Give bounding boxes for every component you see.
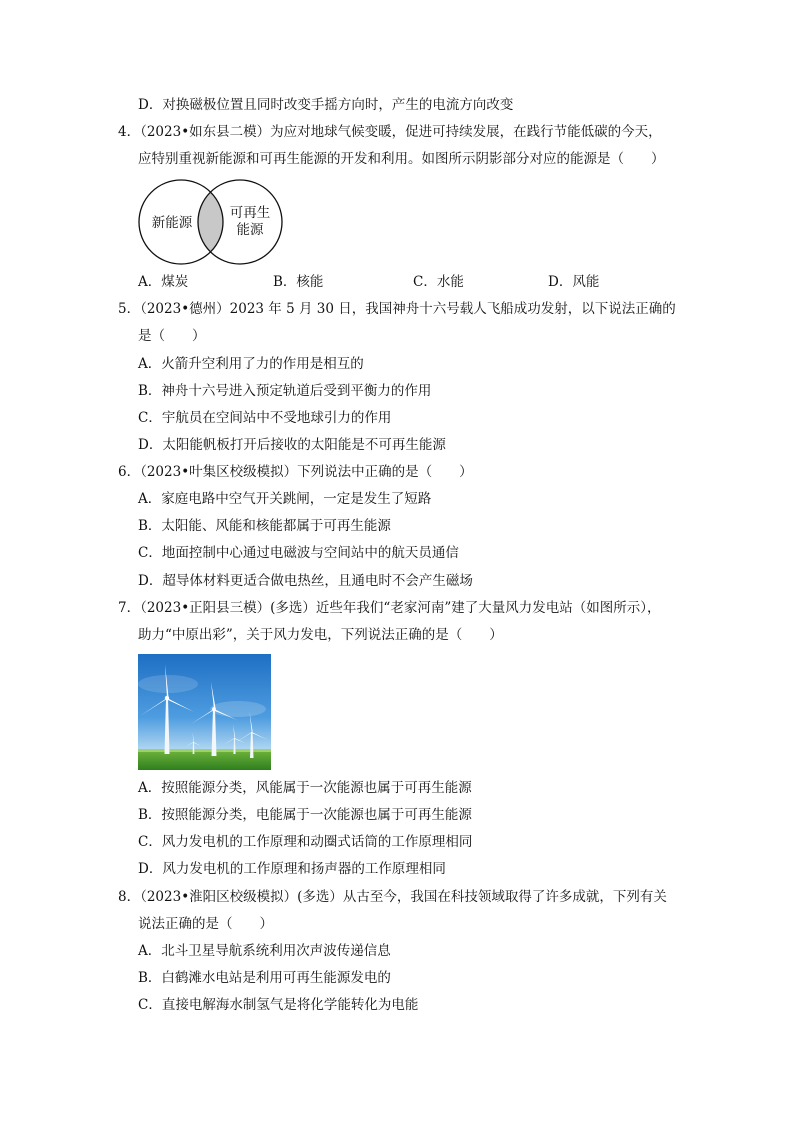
q6-option-b[interactable]: B．太阳能、风能和核能都属于可再生能源 <box>138 518 391 534</box>
q5-stem-line2: 是（ ） <box>138 328 206 344</box>
q8-option-b[interactable]: B．白鹤滩水电站是利用可再生能源发电的 <box>138 970 391 986</box>
wind-turbines-image <box>138 654 271 770</box>
q6-option-d[interactable]: D．超导体材料更适合做电热丝，且通电时不会产生磁场 <box>138 573 473 589</box>
venn-label-renewable-2: 能源 <box>236 222 264 237</box>
q4-stem-line2: 应特别重视新能源和可再生能源的开发和利用。如图所示阴影部分对应的能源是（ ） <box>138 151 665 167</box>
q7-option-c[interactable]: C．风力发电机的工作原理和动圈式话筒的工作原理相同 <box>138 834 473 850</box>
q4-stem-line1: 4．（2023•如东县二模）为应对地球气候变暖，促进可持续发展，在践行节能低碳的今天， <box>118 124 662 140</box>
q8-option-c[interactable]: C．直接电解海水制氢气是将化学能转化为电能 <box>138 997 419 1013</box>
q7-stem-line2: 助力“中原出彩”，关于风力发电，下列说法正确的是（ ） <box>138 627 503 643</box>
q4-options <box>138 272 658 292</box>
q4-option-a[interactable]: A．煤炭 <box>138 274 189 290</box>
q6-stem-line1: 6．（2023•叶集区校级模拟）下列说法中正确的是（ ） <box>118 464 473 480</box>
q4-option-c[interactable]: C．水能 <box>413 274 464 290</box>
q5-option-c[interactable]: C．宇航员在空间站中不受地球引力的作用 <box>138 410 392 426</box>
q8-stem-line1: 8．（2023•淮阳区校级模拟）(多选）从古至今，我国在科技领域取得了许多成就，下列有关 <box>118 889 667 905</box>
q5-stem-line1: 5．（2023•德州）2023 年 5 月 30 日，我国神舟十六号载人飞船成功发射，以下说法正确的 <box>118 301 676 317</box>
q5-option-a[interactable]: A．火箭升空利用了力的作用是相互的 <box>138 356 364 372</box>
q4-option-d[interactable]: D．风能 <box>548 274 600 290</box>
venn-diagram <box>138 177 284 267</box>
q8-option-a[interactable]: A．北斗卫星导航系统利用次声波传递信息 <box>138 943 391 959</box>
venn-label-new-energy: 新能源 <box>151 215 193 230</box>
q5-option-d[interactable]: D．太阳能帆板打开后接收的太阳能是不可再生能源 <box>138 437 446 453</box>
q7-stem-line1: 7．（2023•正阳县三模）(多选）近些年我们“老家河南”建了大量风力发电站（如图所示）， <box>118 600 661 616</box>
q7-option-a[interactable]: A．按照能源分类，风能属于一次能源也属于可再生能源 <box>138 780 472 796</box>
q3-option-d: D．对换磁极位置且同时改变手摇方向时，产生的电流方向改变 <box>138 97 514 113</box>
q7-option-b[interactable]: B．按照能源分类，电能属于一次能源也属于可再生能源 <box>138 807 472 823</box>
q5-option-b[interactable]: B．神舟十六号进入预定轨道后受到平衡力的作用 <box>138 383 432 399</box>
q6-option-c[interactable]: C．地面控制中心通过电磁波与空间站中的航天员通信 <box>138 545 459 561</box>
q4-option-b[interactable]: B．核能 <box>273 274 324 290</box>
q7-option-d[interactable]: D．风力发电机的工作原理和扬声器的工作原理相同 <box>138 861 446 877</box>
venn-label-renewable-1: 可再生 <box>229 205 271 220</box>
q8-stem-line2: 说法正确的是（ ） <box>138 916 273 932</box>
q6-option-a[interactable]: A．家庭电路中空气开关跳闸，一定是发生了短路 <box>138 491 432 507</box>
